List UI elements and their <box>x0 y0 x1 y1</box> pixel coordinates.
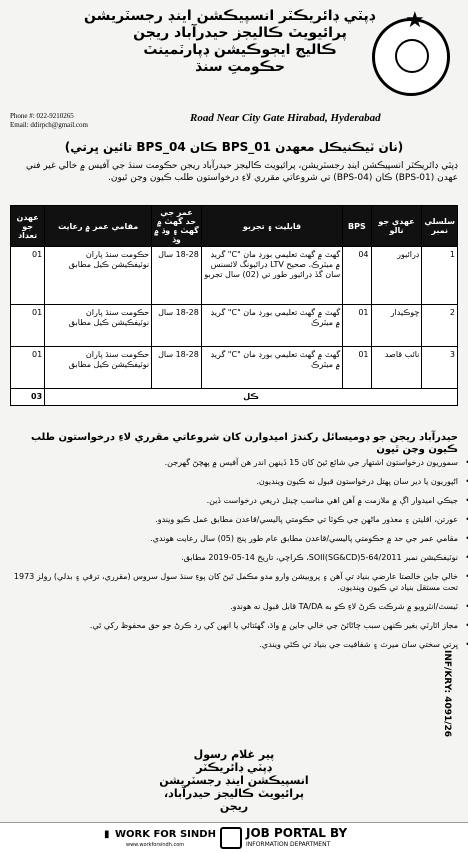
col-bps: BPS <box>343 206 371 247</box>
post-count-cell: 01 <box>11 247 45 305</box>
age-limit-cell: 18-28 سال <box>152 305 202 347</box>
list-item: • خالي جاين خالصتا عارضي بنياد تي آهن ۽ پروبيشن وارو مدو مڪمل ٿيڻ کان پوءِ سنڌ سول سروس (مقرري، ترقي ۽ بدلي) رولز 1973 تحت مستقل بنياد تي ڪيون وينديون. <box>10 571 458 593</box>
col-serial: سلسلي نمبر <box>422 206 458 247</box>
reference-code: INF/KRY: 4091/26 <box>442 650 452 738</box>
col-post-name: عهدي جو نالو <box>371 206 422 247</box>
email-address: Email: ddirpch@gmail.com <box>10 121 88 129</box>
post-name-cell: چوڪيدار <box>371 305 422 347</box>
table-row <box>11 347 458 389</box>
bps-cell: 01 <box>343 305 371 347</box>
notes-title: حيدرآباد ريجن جو ڊوميسائل رکندڙ اميدوارن کان شروعاتي مقرري لاءِ درخواستون طلب ڪيون وڃن ٿيون <box>30 432 458 455</box>
signature-block <box>0 748 468 813</box>
footer-bar <box>0 822 468 853</box>
list-item: • جيڪي اميدوار اڳ ۾ ملازمت ۾ آهن اهي مناسب چينل ذريعي درخواست ڏين. <box>10 495 458 506</box>
qualification-cell: گهٽ ۾ گهٽ تعليمي بورڊ مان "C" گريڊ ۾ ميٽرڪ <box>201 305 342 347</box>
work-for-sindh-label: WORK FOR SINDH <box>115 829 216 840</box>
post-name-cell: ڊرائيور <box>371 247 422 305</box>
information-department-label: INFORMATION DEPARTMENT <box>246 841 331 848</box>
serial-cell: 2 <box>422 305 458 347</box>
work-for-sindh-url: www.workforsindh.com <box>126 842 185 848</box>
signatory-name: پير غلام رسول <box>193 748 275 761</box>
contact-info <box>10 112 88 130</box>
list-item: • نوٽيفڪيشن نمبر SOII(SG&CD)5-64/2011، ڪراچي، تاريخ 14-05-2019 مطابق. <box>10 552 458 563</box>
age-relaxation-cell: حڪومت سنڌ پاران نوٽيفڪيشن ڪيل مطابق <box>45 305 152 347</box>
signatory-title: ڊپٽي ڊائريڪٽر <box>196 761 272 774</box>
post-name-cell: نائب قاصد <box>371 347 422 389</box>
table-total-row <box>11 389 458 406</box>
col-age-relaxation: مقامي عمر ۾ رعايت <box>45 206 152 247</box>
work-for-sindh-icon: ▮ <box>104 829 110 840</box>
post-count-cell: 01 <box>11 305 45 347</box>
total-value: 03 <box>11 389 45 406</box>
office-address: Road Near City Gate Hirabad, Hyderabad <box>190 112 381 124</box>
age-relaxation-cell: حڪومت سنڌ پاران نوٽيفڪيشن ڪيل مطابق <box>45 347 152 389</box>
age-limit-cell: 18-28 سال <box>152 247 202 305</box>
intro-paragraph: ڊپٽي ڊائريڪٽر انسپيڪشن اينڊ رجسٽريشن، پرائيويٽ ڪاليجز حيدرآباد ريجن حڪومت سنڌ جي آفيس ۾ خالي غير فني عهدن (BPS-01) ڪان (BPS-04) تي شروعاتي مقرري لاءِ درخواستون طلب ڪيون وڃن ٿيون. <box>25 161 458 183</box>
header-line-3: ڪاليج ايجوڪيشن ڊپارٽمينٽ <box>143 42 337 58</box>
conditions-list <box>10 457 468 658</box>
signatory-region: ريجن <box>219 800 249 813</box>
posts-table <box>10 205 458 406</box>
signatory-office: پرائيويٽ ڪاليجز حيدرآباد، <box>164 787 304 800</box>
header <box>10 8 458 108</box>
list-item: • مجاز اٿارٽي بغير ڪنهن سبب ڄاڻائڻ جي خالي جاين ۾ واڌ، گهٽتائي يا انهن کي رد ڪرڻ جو حق محفوظ رکي ٿي. <box>10 620 458 631</box>
header-title-block <box>84 8 375 76</box>
job-portal-icon <box>220 827 242 849</box>
signatory-dept: انسپيڪشن اينڊ رجسٽريشن <box>159 774 309 787</box>
qualification-cell: گهٽ ۾ گهٽ تعليمي بورڊ مان "C" گريڊ ۾ ميٽرڪ. صحيح LTV ڊرائيونگ لائسنس سان گڏ ڊرائيور طور تي (02) سال تجربو <box>201 247 342 305</box>
header-line-4: حڪومتِ سنڌ <box>195 59 285 75</box>
table-header-row <box>11 206 458 247</box>
star-icon: ★ <box>405 8 425 33</box>
col-qualification: قابليت ۽ تجربو <box>201 206 342 247</box>
qualification-cell: گهٽ ۾ گهٽ تعليمي بورڊ مان "C" گريڊ ۾ ميٽرڪ <box>201 347 342 389</box>
list-item: • ٽيسٽ/انٽرويو ۾ شرڪت ڪرڻ لاءِ ڪو به TA/DA قابل قبول نه هوندو. <box>10 601 458 612</box>
serial-cell: 1 <box>422 247 458 305</box>
col-post-count: عهدن جو تعداد <box>11 206 45 247</box>
job-portal-label: JOB PORTAL BY <box>246 826 348 840</box>
table-row <box>11 247 458 305</box>
age-relaxation-cell: حڪومت سنڌ پاران نوٽيفڪيشن ڪيل مطابق <box>45 247 152 305</box>
bps-cell: 01 <box>343 347 371 389</box>
list-item: • عورتن، اقليتن ۽ معذور ماڻهن جي ڪوٽا تي حڪومتي پاليسي/قاعدن مطابق عمل ڪيو ويندو. <box>10 514 458 525</box>
col-age-limit: عمر جي حد گهٽ ۾ گهٽ ۽ وڌ ۾ وڌ <box>152 206 202 247</box>
total-label: ڪل <box>45 389 458 406</box>
phone-number: Phone #: 022-9210265 <box>10 112 74 120</box>
serial-cell: 3 <box>422 347 458 389</box>
bps-cell: 04 <box>343 247 371 305</box>
post-count-cell: 01 <box>11 347 45 389</box>
header-line-2: پرائيويٽ ڪاليجز حيدرآباد ريجن <box>133 25 347 41</box>
list-item: • سموريون درخواستون اشتهار جي شائع ٿيڻ کان 15 ڏينهن اندر هن آفيس ۾ پهچڻ گهرجن. <box>10 457 458 468</box>
posts-subheading: (نان ٽيڪنيڪل معهدن 01_BPS ڪان 04_BPS تائين ڀرتي) <box>64 140 404 154</box>
list-item: • ڀرتي سختي سان ميرٽ ۽ شفافيت جي بنياد تي ڪئي ويندي. <box>10 639 458 650</box>
table-row <box>11 305 458 347</box>
list-item: • مقامي عمر جي حد ۾ حڪومتي پاليسي/قاعدن مطابق عام طور پنج (05) سال رعايت هوندي. <box>10 533 458 544</box>
header-line-1: ڊپٽي ڊائريڪٽر انسپيڪشن اينڊ رجسٽريشن <box>84 8 375 24</box>
age-limit-cell: 18-28 سال <box>152 347 202 389</box>
list-item: • اڻپوريون يا دير سان پهتل درخواستون قبول نه ڪيون وينديون. <box>10 476 458 487</box>
